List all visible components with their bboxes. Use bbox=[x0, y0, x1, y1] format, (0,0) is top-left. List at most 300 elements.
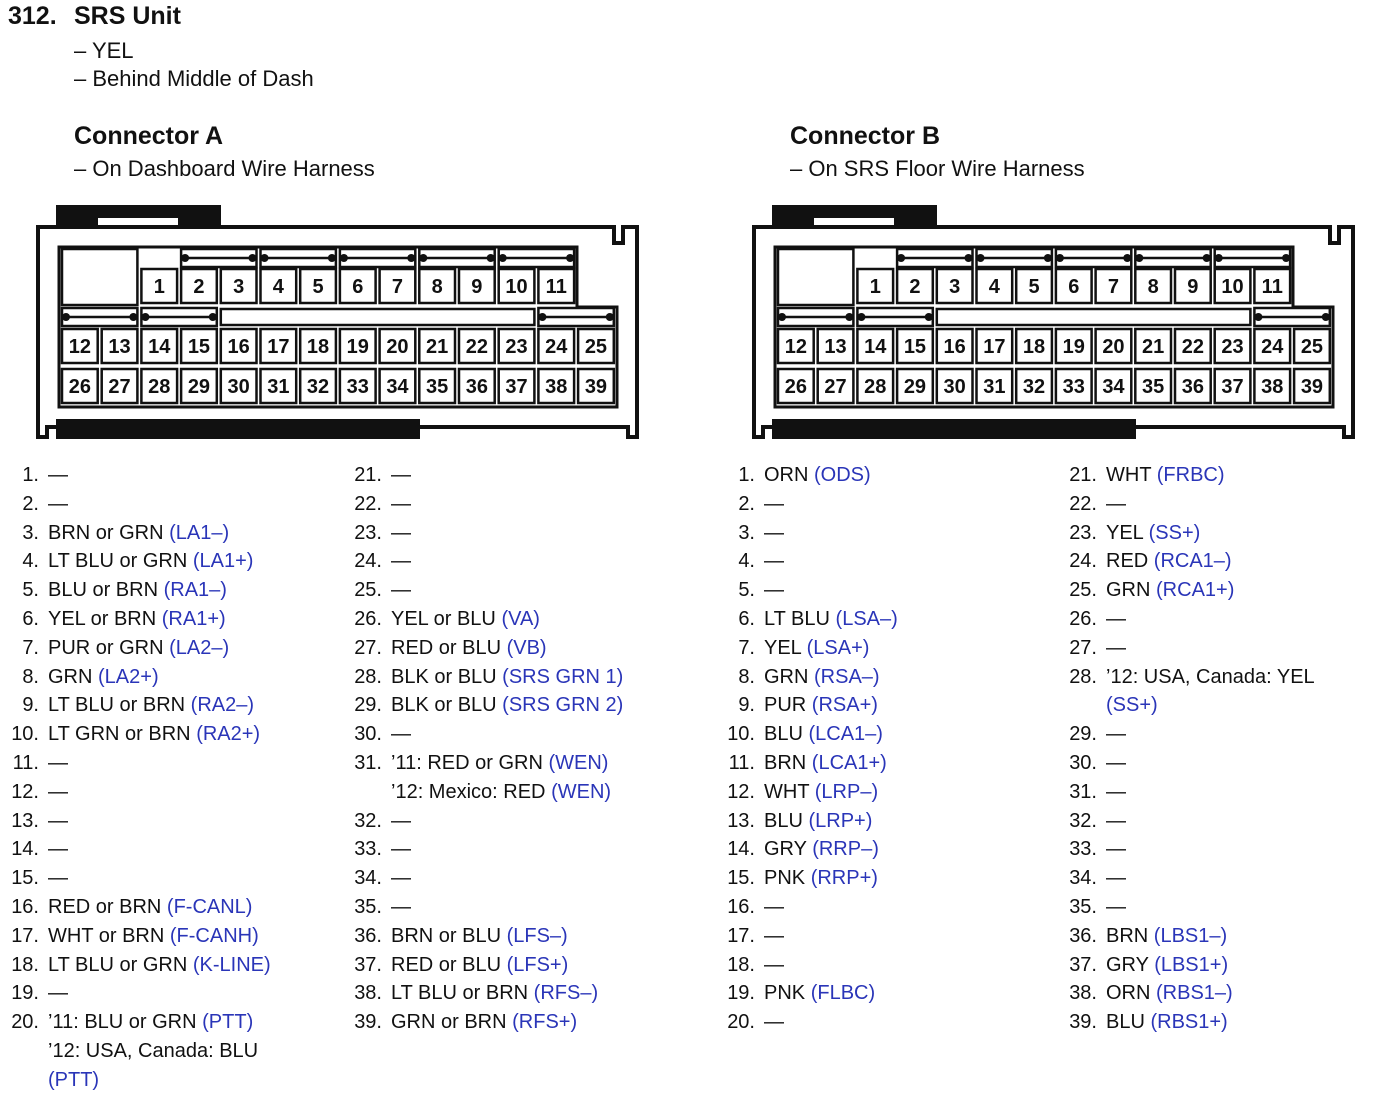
wire-color: — bbox=[1106, 723, 1126, 746]
signal-name: (RFS–) bbox=[533, 982, 599, 1005]
signal-name: (RCA1–) bbox=[1153, 550, 1232, 573]
wire-color: BLU bbox=[1106, 1011, 1145, 1034]
pin-description bbox=[391, 576, 711, 605]
pin-number: 30. bbox=[1069, 751, 1097, 774]
pin-description bbox=[391, 893, 711, 922]
pin-description bbox=[48, 893, 338, 922]
pin-number: 6. bbox=[22, 607, 39, 630]
pin-entry bbox=[22, 605, 338, 634]
pin-number: 18. bbox=[727, 953, 755, 976]
wire-color: — bbox=[48, 838, 68, 861]
pin-entry bbox=[354, 576, 711, 605]
wire-color: GRN bbox=[764, 665, 809, 688]
cavity-label: 4 bbox=[988, 276, 1000, 298]
cavity-label: 10 bbox=[1221, 276, 1244, 298]
cavity-label: 34 bbox=[386, 376, 409, 398]
wire-color: — bbox=[391, 464, 411, 486]
location-note: – Behind Middle of Dash bbox=[74, 66, 314, 91]
pin-number: 6. bbox=[738, 607, 755, 630]
wire-color: — bbox=[1106, 780, 1126, 803]
pin-entry bbox=[354, 807, 711, 836]
pin-entry bbox=[727, 778, 1054, 807]
pin-number: 36. bbox=[354, 924, 382, 947]
wire-color: ’12: USA, Canada: BLU bbox=[48, 1039, 259, 1062]
pin-number: 37. bbox=[1069, 953, 1097, 976]
cavity-label: 5 bbox=[1028, 276, 1040, 298]
pin-description bbox=[48, 605, 338, 634]
cavity-label: 1 bbox=[869, 276, 881, 298]
pin-description bbox=[48, 979, 338, 1008]
pin-number: 25. bbox=[1069, 579, 1097, 602]
pin-description bbox=[391, 605, 711, 634]
cavity-label: 25 bbox=[1300, 336, 1324, 358]
signal-name: (RBS1+) bbox=[1150, 1011, 1228, 1034]
wire-color: — bbox=[48, 780, 68, 803]
cavity-label: 37 bbox=[505, 376, 528, 398]
lock-bar bbox=[56, 419, 420, 439]
pin-entry bbox=[1069, 634, 1376, 663]
pin-entry bbox=[738, 461, 1054, 490]
pin-description bbox=[764, 461, 1054, 490]
pin-number: 14. bbox=[11, 838, 39, 861]
wire-color: RED or BLU bbox=[391, 636, 502, 659]
signal-name: (LCA1–) bbox=[808, 723, 883, 746]
wire-color: GRN bbox=[48, 665, 93, 688]
cavity-label: 13 bbox=[824, 336, 847, 358]
pin-description bbox=[1106, 720, 1376, 749]
pin-description bbox=[48, 951, 338, 980]
pin-number: 26. bbox=[354, 607, 382, 630]
pin-description bbox=[48, 461, 338, 490]
wire-color: — bbox=[1106, 751, 1126, 774]
pin-description bbox=[764, 979, 1054, 1008]
pin-entry bbox=[22, 547, 338, 576]
shorting-bar-end bbox=[62, 313, 70, 321]
wire-color: — bbox=[391, 492, 411, 515]
shorting-bar-end bbox=[566, 254, 574, 262]
pin-number: 28. bbox=[1069, 665, 1097, 688]
cavity-label: 37 bbox=[1221, 376, 1244, 398]
pin-description bbox=[48, 749, 338, 778]
pin-entry bbox=[727, 720, 1054, 749]
wire-color: PNK bbox=[764, 867, 806, 890]
pin-number: 18. bbox=[11, 953, 39, 976]
pin-description bbox=[391, 749, 711, 778]
wire-color: — bbox=[764, 550, 784, 573]
connector-a-pin-list-1 bbox=[11, 461, 338, 1095]
pin-number: 3. bbox=[22, 521, 39, 544]
signal-name: (SS+) bbox=[1106, 694, 1158, 717]
pin-description bbox=[391, 922, 711, 951]
connector-a-pin-list-2 bbox=[354, 461, 711, 1037]
signal-name: (ODS) bbox=[814, 464, 871, 486]
pin-description bbox=[391, 951, 711, 980]
signal-name: (RRP–) bbox=[812, 838, 879, 861]
cavity-label: 36 bbox=[465, 376, 488, 398]
wire-color: — bbox=[1106, 895, 1126, 918]
pin-description bbox=[391, 1008, 711, 1037]
pin-description bbox=[391, 835, 711, 864]
pin-number: 20. bbox=[11, 1011, 39, 1034]
pin-entry bbox=[738, 576, 1054, 605]
signal-name: (RA2+) bbox=[196, 723, 261, 746]
pin-description bbox=[391, 979, 711, 1008]
cavity-label: 31 bbox=[983, 376, 1006, 398]
wire-color: — bbox=[1106, 838, 1126, 861]
signal-name: (LBS1–) bbox=[1153, 924, 1228, 947]
wire-color: BLU bbox=[764, 809, 803, 832]
wire-color: RED or BLU bbox=[391, 953, 502, 976]
wire-color: PNK bbox=[764, 982, 806, 1005]
wire-color: RED or BRN bbox=[48, 895, 162, 918]
signal-name: (SS+) bbox=[1148, 521, 1201, 544]
cavity-label: 30 bbox=[227, 376, 250, 398]
cavity-label: 22 bbox=[1181, 336, 1204, 358]
pin-number: 24. bbox=[354, 550, 382, 573]
connector-a-title: Connector A bbox=[74, 122, 224, 150]
pin-number: 35. bbox=[354, 895, 382, 918]
pin-description bbox=[764, 720, 1054, 749]
pin-description bbox=[1106, 951, 1376, 980]
shorting-bar-end bbox=[1044, 254, 1052, 262]
pin-entry bbox=[727, 951, 1054, 980]
pin-description bbox=[391, 691, 711, 720]
pin-description bbox=[1106, 922, 1376, 951]
pin-description bbox=[48, 519, 338, 548]
pin-number: 14. bbox=[727, 838, 755, 861]
pin-description bbox=[1106, 605, 1376, 634]
signal-name: (LA2–) bbox=[169, 636, 230, 659]
pin-description bbox=[1106, 519, 1376, 548]
pin-number: 33. bbox=[1069, 838, 1097, 861]
wire-color: LT GRN or BRN bbox=[48, 723, 191, 746]
pin-entry bbox=[22, 461, 338, 490]
signal-name: (LFS+) bbox=[506, 953, 569, 976]
pin-description bbox=[764, 605, 1054, 634]
signal-name: (SRS GRN 1) bbox=[502, 665, 624, 688]
pin-number: 9. bbox=[22, 694, 39, 717]
pin-entry bbox=[354, 720, 711, 749]
shorting-bar-end bbox=[965, 254, 973, 262]
pin-number: 35. bbox=[1069, 895, 1097, 918]
pin-description bbox=[764, 691, 1054, 720]
pin-entry bbox=[11, 979, 338, 1008]
wire-color: — bbox=[48, 867, 68, 890]
pin-description bbox=[764, 663, 1054, 692]
pin-number: 27. bbox=[354, 636, 382, 659]
shorting-bar-end bbox=[606, 313, 614, 321]
pin-entry bbox=[1069, 922, 1376, 951]
pin-number: 16. bbox=[727, 895, 755, 918]
pin-description bbox=[764, 893, 1054, 922]
cavity-label: 2 bbox=[909, 276, 921, 298]
pin-entry bbox=[11, 807, 338, 836]
pin-number: 26. bbox=[1069, 607, 1097, 630]
pin-entry bbox=[22, 490, 338, 519]
pin-description bbox=[391, 663, 711, 692]
wire-color: YEL or BLU bbox=[391, 607, 496, 630]
cavity-label: 12 bbox=[68, 336, 91, 358]
pin-description bbox=[48, 663, 338, 692]
pin-number: 13. bbox=[11, 809, 39, 832]
cavity-label: 17 bbox=[267, 336, 290, 358]
cavity-label: 13 bbox=[108, 336, 131, 358]
signal-name: (RA1–) bbox=[163, 579, 227, 602]
pin-description bbox=[764, 634, 1054, 663]
cavity-label: 14 bbox=[864, 336, 887, 358]
wire-color: — bbox=[764, 1011, 784, 1034]
shorting-bar-end bbox=[419, 254, 427, 262]
pin-description bbox=[391, 778, 711, 807]
pin-entry bbox=[1069, 979, 1376, 1008]
lock-bar bbox=[772, 419, 1136, 439]
pin-entry bbox=[1069, 605, 1376, 634]
pin-description bbox=[1106, 893, 1376, 922]
wire-color: — bbox=[1106, 636, 1126, 659]
wire-color: — bbox=[391, 867, 411, 890]
wire-color: LT BLU or GRN bbox=[48, 953, 188, 976]
signal-name: (FLBC) bbox=[810, 982, 876, 1005]
cavity-label: 33 bbox=[1062, 376, 1085, 398]
wire-color: RED bbox=[1106, 550, 1149, 573]
pin-description bbox=[1106, 691, 1376, 720]
pin-entry bbox=[22, 576, 338, 605]
pin-number: 17. bbox=[727, 924, 755, 947]
shorting-bar-end bbox=[499, 254, 507, 262]
pin-entry bbox=[22, 519, 338, 548]
pin-description bbox=[391, 864, 711, 893]
shorting-bar-end bbox=[181, 254, 189, 262]
pin-description bbox=[48, 922, 338, 951]
shorting-bar-end bbox=[778, 313, 786, 321]
pin-description bbox=[764, 951, 1054, 980]
pin-number: 23. bbox=[1069, 521, 1097, 544]
pin-entry bbox=[1069, 720, 1376, 749]
pin-entry bbox=[1069, 835, 1376, 864]
pin-number: 5. bbox=[738, 579, 755, 602]
wire-color: — bbox=[391, 579, 411, 602]
pin-number: 17. bbox=[11, 924, 39, 947]
pin-entry bbox=[1069, 807, 1376, 836]
pin-entry bbox=[11, 835, 338, 864]
pin-entry bbox=[354, 547, 711, 576]
signal-name: (RSA–) bbox=[814, 665, 880, 688]
signal-name: (VA) bbox=[501, 607, 540, 630]
pin-entry bbox=[354, 663, 711, 692]
latch-slot bbox=[814, 218, 894, 225]
cavity-label: 21 bbox=[426, 336, 449, 358]
cavity-label: 5 bbox=[312, 276, 324, 298]
cavity-label: 32 bbox=[306, 376, 330, 398]
cavity-label: 19 bbox=[1062, 336, 1085, 358]
pin-description bbox=[391, 720, 711, 749]
pin-number: 21. bbox=[354, 464, 382, 486]
shorting-bar-end bbox=[897, 254, 905, 262]
wire-color: LT BLU bbox=[764, 607, 830, 630]
cavity-label: 39 bbox=[1300, 376, 1324, 398]
wire-color: WHT bbox=[764, 780, 810, 803]
shorting-bar-end bbox=[845, 313, 853, 321]
wire-color: ’11: RED or GRN bbox=[391, 751, 543, 774]
pin-entry bbox=[728, 749, 1054, 778]
blank-strip bbox=[937, 309, 1251, 325]
pin-description bbox=[764, 807, 1054, 836]
pin-number: 23. bbox=[354, 521, 382, 544]
pin-number: 9. bbox=[738, 694, 755, 717]
pin-entry bbox=[22, 634, 338, 663]
wire-color: PUR bbox=[764, 694, 807, 717]
connector-color: – YEL bbox=[74, 38, 134, 63]
pin-number: 36. bbox=[1069, 924, 1097, 947]
signal-name: (F-CANL) bbox=[166, 895, 253, 918]
pin-number: 29. bbox=[354, 694, 382, 717]
unused-block bbox=[62, 249, 137, 305]
wire-color: BLU bbox=[764, 723, 803, 746]
pin-entry bbox=[727, 922, 1054, 951]
signal-name: (FRBC) bbox=[1156, 464, 1225, 486]
wire-color: PUR or GRN bbox=[48, 636, 164, 659]
pin-entry bbox=[727, 1008, 1054, 1037]
cavity-label: 14 bbox=[148, 336, 171, 358]
pin-number: 10. bbox=[11, 723, 39, 746]
signal-name: (RCA1+) bbox=[1156, 579, 1235, 602]
pin-description bbox=[764, 864, 1054, 893]
pin-description bbox=[48, 576, 338, 605]
pin-description bbox=[1106, 1008, 1376, 1037]
wire-color: — bbox=[48, 809, 68, 832]
pin-number: 21. bbox=[1069, 464, 1097, 486]
shorting-bar-end bbox=[857, 313, 865, 321]
pin-number: 7. bbox=[22, 636, 39, 659]
pin-entry bbox=[354, 835, 711, 864]
cavity-label: 11 bbox=[1261, 276, 1283, 298]
pin-description bbox=[1106, 576, 1376, 605]
connector-b-subtitle: – On SRS Floor Wire Harness bbox=[790, 156, 1085, 181]
cavity-label: 6 bbox=[1068, 276, 1080, 298]
wire-color: GRY bbox=[1106, 953, 1149, 976]
pin-entry bbox=[738, 634, 1054, 663]
wire-color: — bbox=[764, 953, 784, 976]
cavity-label: 24 bbox=[545, 336, 568, 358]
wire-color: — bbox=[391, 838, 411, 861]
signal-name: (LSA+) bbox=[806, 636, 870, 659]
pin-number: 31. bbox=[1069, 780, 1097, 803]
pin-number: 8. bbox=[22, 665, 39, 688]
pin-number: 2. bbox=[738, 492, 755, 515]
shorting-bar-end bbox=[1282, 254, 1290, 262]
signal-name: (LRP+) bbox=[808, 809, 873, 832]
pin-entry bbox=[1069, 778, 1376, 807]
wire-color: — bbox=[391, 895, 411, 918]
shorting-bar-end bbox=[1254, 313, 1262, 321]
pin-description bbox=[1106, 778, 1376, 807]
cavity-label: 26 bbox=[68, 376, 91, 398]
pin-entry bbox=[1069, 1008, 1376, 1037]
pin-number: 7. bbox=[738, 636, 755, 659]
pin-number: 27. bbox=[1069, 636, 1097, 659]
wire-color: BRN or BLU bbox=[391, 924, 502, 947]
pin-entry bbox=[22, 691, 338, 720]
signal-name: (RA2–) bbox=[190, 694, 255, 717]
pin-entry bbox=[727, 893, 1054, 922]
pin-description bbox=[391, 807, 711, 836]
signal-name: (K-LINE) bbox=[192, 953, 271, 976]
pin-entry bbox=[738, 490, 1054, 519]
pin-number: 22. bbox=[354, 492, 382, 515]
pin-description bbox=[764, 749, 1054, 778]
pin-entry bbox=[1069, 864, 1376, 893]
pin-number: 31. bbox=[354, 751, 382, 774]
pin-description bbox=[48, 1037, 338, 1066]
cavity-label: 3 bbox=[949, 276, 961, 298]
signal-name: (LA1–) bbox=[169, 521, 230, 544]
cavity-label: 18 bbox=[306, 336, 330, 358]
cavity-label: 1 bbox=[153, 276, 165, 298]
pin-description bbox=[764, 547, 1054, 576]
cavity-label: 39 bbox=[584, 376, 608, 398]
pin-description bbox=[48, 1066, 338, 1095]
cavity-label: 4 bbox=[272, 276, 284, 298]
shorting-bar-end bbox=[977, 254, 985, 262]
wire-color: BLU or BRN bbox=[48, 579, 159, 602]
cavity-label: 27 bbox=[108, 376, 131, 398]
wire-color: — bbox=[48, 751, 68, 774]
cavity-label: 38 bbox=[1261, 376, 1284, 398]
cavity-label: 34 bbox=[1102, 376, 1125, 398]
pin-number: 20. bbox=[727, 1011, 755, 1034]
pin-number: 38. bbox=[1069, 982, 1097, 1005]
unused-block bbox=[778, 249, 853, 305]
pin-entry bbox=[1069, 576, 1376, 605]
wire-color: ’12: USA, Canada: YEL bbox=[1106, 665, 1315, 688]
pin-entry bbox=[11, 720, 338, 749]
pin-number: 12. bbox=[11, 780, 39, 803]
connector-b-pin-list-1 bbox=[727, 461, 1054, 1037]
pin-entry bbox=[354, 461, 711, 490]
wire-color: — bbox=[391, 521, 411, 544]
pin-entry bbox=[354, 864, 711, 893]
cavity-label: 30 bbox=[943, 376, 966, 398]
cavity-label: 11 bbox=[545, 276, 567, 298]
pin-number: 12. bbox=[727, 780, 755, 803]
shorting-bar-end bbox=[925, 313, 933, 321]
pin-entry bbox=[727, 835, 1054, 864]
shorting-bar-end bbox=[261, 254, 269, 262]
signal-name: (F-CANH) bbox=[169, 924, 259, 947]
shorting-bar-end bbox=[407, 254, 415, 262]
pin-entry bbox=[1069, 519, 1376, 548]
pin-number: 34. bbox=[1069, 867, 1097, 890]
pin-entry bbox=[1069, 490, 1376, 519]
pin-entry bbox=[1069, 749, 1376, 778]
signal-name: (PTT) bbox=[48, 1068, 100, 1091]
pin-number: 29. bbox=[1069, 723, 1097, 746]
cavity-label: 35 bbox=[1142, 376, 1165, 398]
pin-entry bbox=[738, 519, 1054, 548]
shorting-bar-end bbox=[1203, 254, 1211, 262]
pin-entry bbox=[738, 691, 1054, 720]
pin-description bbox=[764, 922, 1054, 951]
pin-description bbox=[1106, 547, 1376, 576]
wire-color: YEL bbox=[764, 636, 802, 659]
pin-description bbox=[48, 691, 338, 720]
pin-number: 39. bbox=[1069, 1011, 1097, 1034]
cavity-label: 3 bbox=[233, 276, 245, 298]
pin-description bbox=[764, 519, 1054, 548]
signal-name: (LBS1+) bbox=[1154, 953, 1229, 976]
pin-number: 10. bbox=[727, 723, 755, 746]
pin-entry bbox=[727, 864, 1054, 893]
